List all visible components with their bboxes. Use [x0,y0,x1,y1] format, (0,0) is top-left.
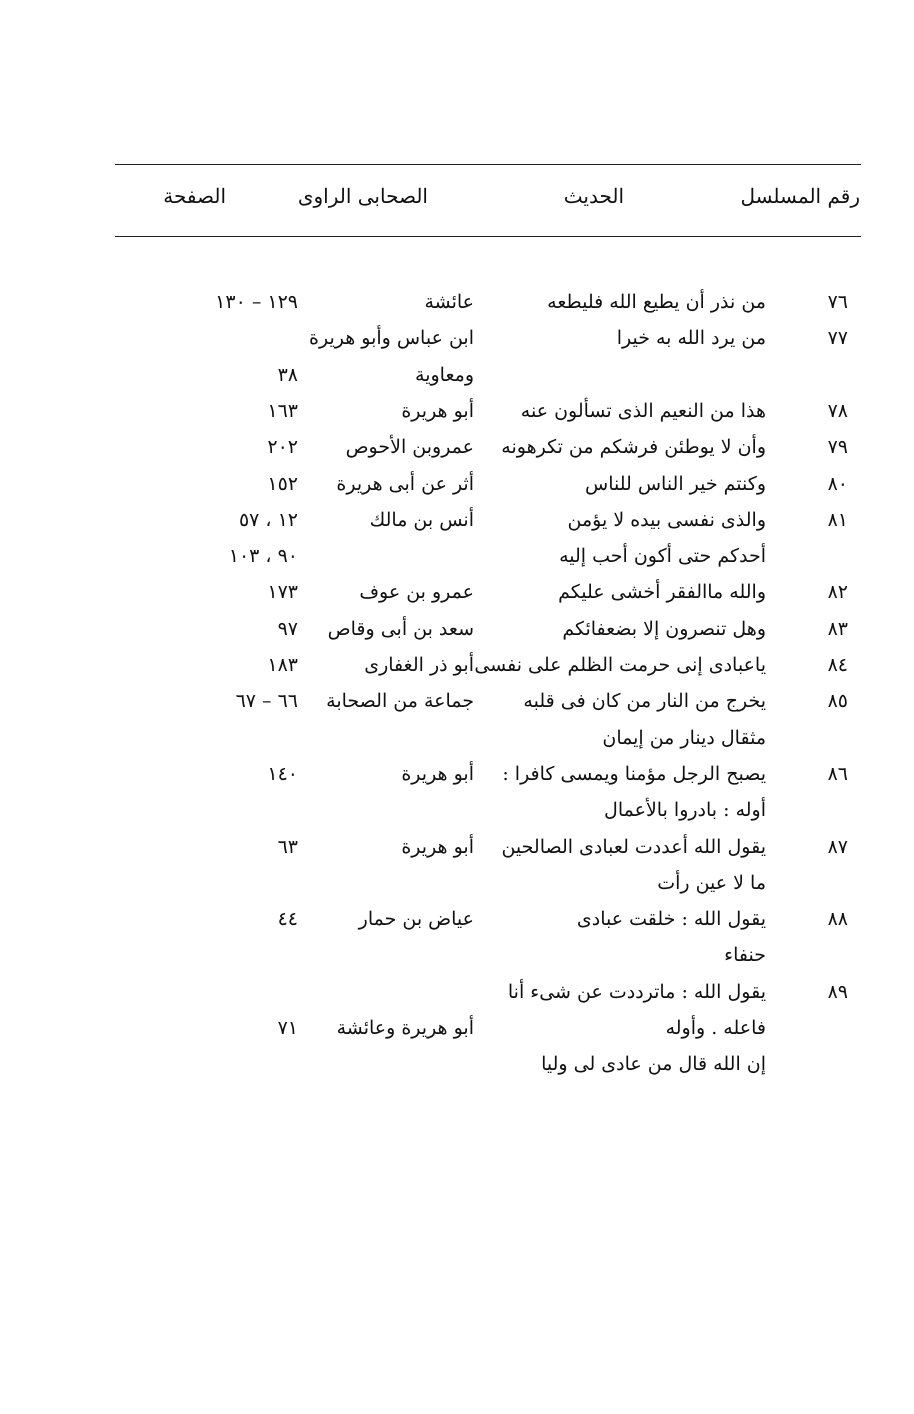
serial-number: ٨٩ [827,980,848,1003]
narrator-name: عمرو بن عوف [359,581,474,604]
table-row [0,974,914,1010]
serial-number: ٨٣ [827,617,848,640]
page-reference: ١٥٢ [267,472,298,495]
hadith-text: مثقال دينار من إيمان [602,726,766,749]
serial-number: ٨٠ [827,472,848,495]
table-row [0,357,914,393]
hadith-text: يخرج من النار من كان فى قلبه [523,690,766,713]
page-reference: ١٢٩ – ١٣٠ [215,291,298,313]
hadith-text: يصبح الرجل مؤمنا ويمسى كافرا : [502,762,766,785]
narrator-name: أبو هريرة وعائشة [336,1017,474,1039]
narrator-name: عائشة [424,291,474,313]
serial-number: ٨٨ [827,908,848,931]
table-row [0,393,914,429]
hadith-text: وأن لا يوطئن فرشكم من تكرهونه [501,436,766,459]
table-row [0,284,914,320]
serial-number: ٨٧ [827,835,848,858]
hadith-text: وكنتم خير الناس للناس [585,472,766,495]
page-reference: ٩٧ [277,617,298,640]
table-row [0,792,914,828]
table-row [0,756,914,792]
table-row [0,1010,914,1046]
hadith-text: يقول الله : خلقت عبادى [576,908,766,931]
serial-number: ٧٦ [827,291,848,313]
hadith-text: من يرد الله به خيرا [616,327,766,350]
hadith-text: إن الله قال من عادى لى وليا [541,1053,766,1076]
serial-number: ٧٧ [827,327,848,350]
table-row [0,429,914,465]
table-row [0,611,914,647]
column-header-hadith: الحديث [563,184,624,208]
page-reference: ١٤٠ [267,762,298,785]
narrator-name: أبو هريرة [401,835,474,858]
hadith-text: أوله : بادروا بالأعمال [604,799,766,822]
column-header-serial: رقم المسلسل [740,184,860,208]
table-row [0,1046,914,1082]
table-row [0,901,914,937]
table-row [0,574,914,610]
hadith-text: يقول الله : ماترددت عن شىء أنا [507,980,766,1003]
page-reference: ٦٣ [277,835,298,858]
table-row [0,466,914,502]
table-row [0,829,914,865]
page-reference: ١٢ ، ٥٧ [238,508,298,531]
serial-number: ٨١ [827,508,848,531]
column-header-narrator: الصحابى الراوى [297,184,428,208]
narrator-name: ومعاوية [415,363,474,386]
hadith-text: فاعله . وأوله [665,1017,766,1039]
narrator-name: أنس بن مالك [369,508,474,531]
serial-number: ٧٩ [827,436,848,459]
table-row [0,683,914,719]
table-row [0,502,914,538]
page-reference: ٢٠٢ [267,436,298,459]
hadith-text: ما لا عين رأت [657,871,766,894]
narrator-name: أبو ذر الغفارى [364,654,474,676]
narrator-name: ابن عباس وأبو هريرة [309,327,474,350]
hadith-text: هذا من النعيم الذى تسألون عنه [520,399,766,422]
narrator-name: سعد بن أبى وقاص [327,617,474,640]
narrator-name: أثر عن أبى هريرة [336,472,474,495]
serial-number: ٨٥ [827,690,848,713]
page-reference: ١٨٣ [267,654,298,676]
hadith-text: يقول الله أعددت لعبادى الصالحين [501,835,766,858]
hadith-text: حنفاء [724,944,766,967]
page-reference: ٩٠ ، ١٠٣ [228,545,298,568]
hadith-text: والله ماالفقر أخشى عليكم [558,581,766,604]
hadith-text: وهل تنصرون إلا بضعفائكم [562,617,766,640]
table-row [0,320,914,356]
hadith-text: ياعبادى إنى حرمت الظلم على نفسى [474,654,766,676]
table-row [0,538,914,574]
narrator-name: جماعة من الصحابة [326,690,474,713]
page-reference: ١٦٣ [267,399,298,422]
page-reference: ٤٤ [277,908,298,931]
hadith-text: أحدكم حتى أكون أحب إليه [559,545,766,568]
page-reference: ١٧٣ [267,581,298,604]
table-row [0,647,914,683]
narrator-name: أبو هريرة [401,762,474,785]
serial-number: ٨٤ [827,654,848,676]
narrator-name: أبو هريرة [401,399,474,422]
table-row [0,720,914,756]
page-reference: ٧١ [277,1017,298,1039]
serial-number: ٧٨ [827,399,848,422]
page-reference: ٦٦ – ٦٧ [235,690,298,713]
page-reference: ٣٨ [277,363,298,386]
hadith-text: والذى نفسى بيده لا يؤمن [567,508,766,531]
column-header-page: الصفحة [163,184,226,208]
table-row [0,937,914,973]
hadith-text: من نذر أن يطيع الله فليطعه [547,291,766,313]
serial-number: ٨٦ [827,762,848,785]
narrator-name: عمروبن الأحوص [345,436,474,459]
narrator-name: عياض بن حمار [358,908,474,931]
table-row [0,865,914,901]
serial-number: ٨٢ [827,581,848,604]
